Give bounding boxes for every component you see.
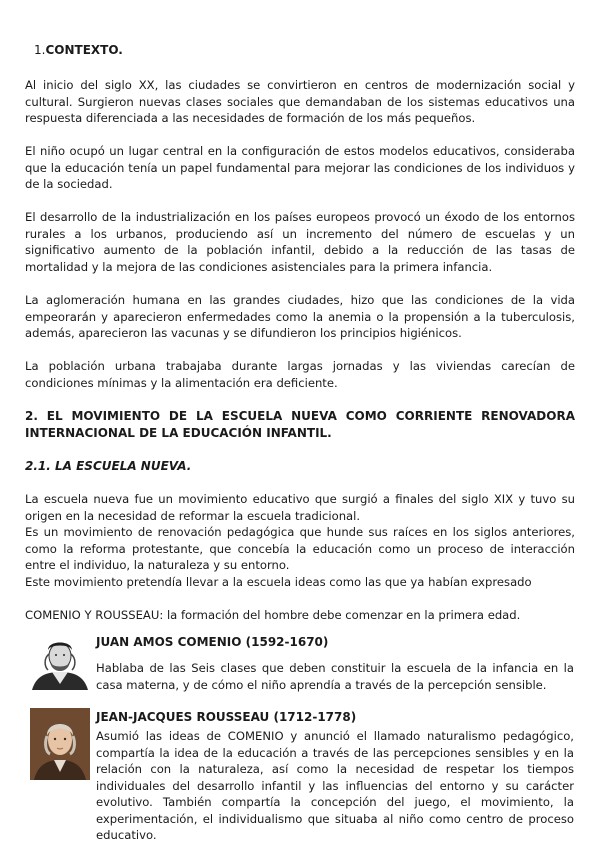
comenio-name: JUAN AMOS COMENIO (1592-1670)	[96, 635, 329, 649]
section-2-heading: 2. EL MOVIMIENTO DE LA ESCUELA NUEVA COMO CORRIENTE RENOVADORA INTERNACIONAL DE LA EDUCACIÓN INFANTIL.	[25, 409, 575, 440]
paragraph-4: La aglomeración humana en las grandes ciudades, hizo que las condiciones de la vida empeorarán y aparecieron enfermedades como la anemia o la propensión a la tuberculosis, además, aparecieron las vacunas y se difundieron los principios higiénicos.	[25, 293, 575, 340]
paragraph-3: El desarrollo de la industrialización en los países europeos provocó un éxodo de los entornos rurales a los urbanos, produciendo así un incremento del número de escuelas y un significativo aumento de la población infantil, debido a la reducción de las tasas de mortalidad y la mejora de las condiciones asistenciales para la primera infancia.	[25, 210, 575, 274]
paragraph-2: El niño ocupó un lugar central en la configuración de estos modelos educativos, consideraba que la educación tenía un papel fundamental para mejorar las condiciones de los individuos y de la sociedad.	[25, 144, 575, 191]
section-1-heading	[34, 43, 123, 57]
paragraph-8: Este movimiento pretendía llevar a la escuela ideas como las que ya habían expresado	[25, 575, 532, 589]
rousseau-text: Asumió las ideas de COMENIO y anunció el llamado naturalismo pedagógico, compartía la idea de la educación a través de las percepciones sensibles y en la relación con la naturaleza, así como la necesidad de respetar los tiempos individuales del desarrollo infantil y las influencias del entorno y su carácter evolutivo. También compartía la concepción del juego, el movimiento, la experimentación, el individualismo que situaba al niño como centro de proceso educativo.	[96, 729, 574, 842]
paragraph-9: COMENIO Y ROUSSEAU: la formación del hombre debe comenzar en la primera edad.	[25, 608, 521, 622]
rousseau-portrait	[30, 708, 90, 780]
rousseau-name: JEAN-JACQUES ROUSSEAU (1712-1778)	[96, 710, 357, 724]
comenio-portrait	[30, 632, 90, 690]
paragraph-1: Al inicio del siglo XX, las ciudades se convirtieron en centros de modernización social y cultural. Surgieron nuevas clases sociales que demandaban de los sistemas educativos una respuesta diferenciada a las necesidades de formación de los más pequeños.	[25, 78, 575, 125]
paragraph-7: Es un movimiento de renovación pedagógica que hunde sus raíces en los siglos anteriores, como la reforma protestante, que concebía la educación como un proceso de interacción entre el individuo, la naturaleza y su entorno.	[25, 525, 575, 572]
section-1-number: 1.	[34, 43, 46, 57]
section-2-1-heading: 2.1. LA ESCUELA NUEVA.	[25, 459, 192, 473]
paragraph-6: La escuela nueva fue un movimiento educativo que surgió a finales del siglo XIX y tuvo su origen en la necesidad de reformar la escuela tradicional.	[25, 492, 575, 523]
paragraph-5: La población urbana trabajaba durante largas jornadas y las viviendas carecían de condiciones mínimas y la alimentación era deficiente.	[25, 359, 575, 390]
comenio-text: Hablaba de las Seis clases que deben constituir la escuela de la infancia en la casa materna, y de cómo el niño aprendía a través de la percepción sensible.	[96, 661, 574, 692]
section-1-title: CONTEXTO.	[45, 43, 123, 57]
